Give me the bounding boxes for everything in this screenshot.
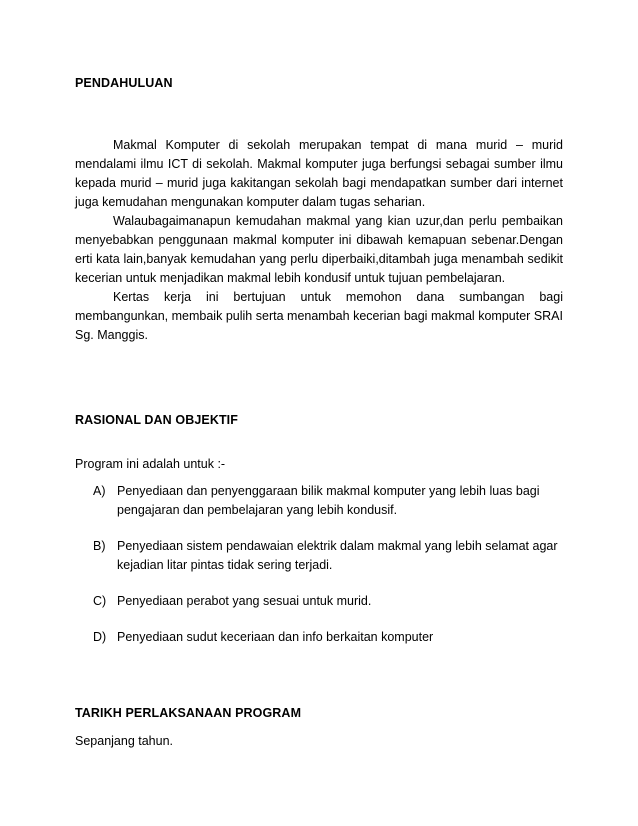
- intro-paragraph-1: Makmal Komputer di sekolah merupakan tempat di mana murid – murid mendalami ilmu ICT di sekolah. Makmal komputer juga berfungsi sebagai sumber ilmu kepada murid – murid juga kakitangan sekolah bagi mendapatkan sumber dari internet juga kemudahan mengunakan komputer dalam tugas seharian.: [75, 138, 563, 209]
- list-marker: D): [93, 630, 107, 644]
- list-marker: A): [93, 484, 106, 498]
- heading-rasional-objektif: RASIONAL DAN OBJEKTIF: [75, 413, 238, 427]
- list-marker: B): [93, 539, 106, 553]
- intro-paragraph-3: Kertas kerja ini bertujuan untuk memohon dana sumbangan bagi membangunkan, membaik pulih serta menambah kecerian bagi makmal komputer SRAI Sg. Manggis.: [75, 290, 563, 342]
- heading-tarikh-perlaksanaan: TARIKH PERLAKSANAAN PROGRAM: [75, 706, 302, 720]
- objective-item-d: [93, 628, 573, 647]
- heading-pendahuluan: PENDAHULUAN: [75, 76, 173, 90]
- objective-item-b: [93, 537, 573, 575]
- schedule-text: Sepanjang tahun.: [75, 734, 174, 748]
- objective-text: Penyediaan dan penyenggaraan bilik makmal komputer yang lebih luas bagi pengajaran dan pembelajaran yang lebih kondusif.: [117, 484, 540, 517]
- objective-list: [93, 482, 573, 664]
- objective-text: Penyediaan sudut keceriaan dan info berkaitan komputer: [117, 630, 434, 644]
- objective-text: Penyediaan perabot yang sesuai untuk murid.: [117, 594, 372, 608]
- intro-paragraph-2: Walaubagaimanapun kemudahan makmal yang kian uzur,dan perlu pembaikan menyebabkan penggunaan makmal komputer ini dibawah kemapuan sebenar.Dengan erti kata lain,banyak kemudahan yang perlu diperbaiki,ditambah juga menambah sedikit kecerian untuk menjadikan makmal lebih kondusif untuk tujuan pembelajaran.: [75, 214, 563, 285]
- objective-text: Penyediaan sistem pendawaian elektrik dalam makmal yang lebih selamat agar kejadian litar pintas tidak sering terjadi.: [117, 539, 558, 572]
- objective-item-c: [93, 592, 573, 611]
- objective-item-a: [93, 482, 573, 520]
- list-marker: C): [93, 594, 107, 608]
- rationale-lead: Program ini adalah untuk :-: [75, 457, 226, 471]
